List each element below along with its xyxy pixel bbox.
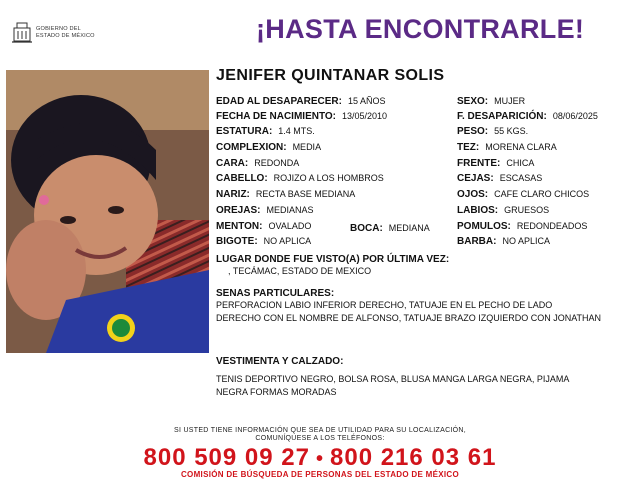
field-tez-label: TEZ: — [457, 142, 480, 153]
field-bigote-label: BIGOTE: — [216, 236, 258, 247]
poster-title: ¡HASTA ENCONTRARLE! — [256, 14, 585, 44]
field-fecha-nacimiento — [216, 111, 387, 122]
field-barba-label: BARBA: — [457, 236, 497, 247]
field-pomulos-value: REDONDEADOS — [516, 221, 588, 231]
field-boca-value: MEDIANA — [388, 223, 430, 233]
field-pomulos-label: POMULOS: — [457, 221, 511, 232]
footer-info-line1: SI USTED TIENE INFORMACIÓN QUE SEA DE UTILIDAD PARA SU LOCALIZACIÓN, — [173, 427, 467, 434]
field-peso-value: 55 KGS. — [494, 126, 529, 136]
phone-numbers — [0, 444, 640, 472]
field-boca — [350, 223, 430, 234]
field-tez — [457, 142, 557, 153]
field-frente-value: CHICA — [506, 158, 535, 168]
field-cabello-label: CABELLO: — [216, 173, 268, 184]
footer-organization: COMISIÓN DE BÚSQUEDA DE PERSONAS DEL ESTADO DE MÉXICO — [180, 470, 459, 479]
field-peso-label: PESO: — [457, 126, 489, 137]
field-complexion-value: MEDIA — [292, 142, 322, 152]
footer-info-line2: COMUNÍQUESE A LOS TELÉFONOS: — [255, 435, 385, 442]
field-fecha-desaparicion-value: 08/06/2025 — [552, 111, 598, 121]
field-cabello-value: ROJIZO A LOS HOMBROS — [273, 173, 384, 183]
field-boca-label: BOCA: — [350, 223, 383, 234]
missing-person-photo — [6, 70, 209, 353]
field-bigote — [216, 236, 311, 247]
field-complexion-label: COMPLEXION: — [216, 142, 287, 153]
field-barba-value: NO APLICA — [502, 236, 550, 246]
field-bigote-value: NO APLICA — [263, 236, 312, 246]
phone-number-2[interactable]: 800 216 03 61 — [330, 444, 497, 471]
field-ojos-value: CAFE CLARO CHICOS — [494, 189, 590, 199]
field-cara — [216, 158, 299, 169]
field-labios — [457, 205, 549, 216]
field-estatura — [216, 126, 315, 137]
field-nariz-label: NARIZ: — [216, 189, 250, 200]
senas-label: SENAS PARTICULARES: — [216, 288, 335, 299]
field-frente-label: FRENTE: — [457, 158, 501, 169]
field-fecha-nacimiento-value: 13/05/2010 — [342, 111, 388, 121]
field-edad — [216, 96, 385, 107]
field-nariz-value: RECTA BASE MEDIANA — [255, 189, 356, 199]
field-pomulos — [457, 221, 587, 232]
field-ojos — [457, 189, 589, 200]
field-labios-label: LABIOS: — [457, 205, 499, 216]
lugar-label: LUGAR DONDE FUE VISTO(A) POR ÚLTIMA VEZ: — [216, 254, 450, 265]
field-cejas-label: CEJAS: — [457, 173, 494, 184]
field-cejas-value: ESCASAS — [499, 173, 543, 183]
field-edad-value: 15 AÑOS — [347, 96, 386, 106]
vestimenta-line2: NEGRA FORMAS MORADAS — [216, 387, 337, 397]
field-tez-value: MORENA CLARA — [485, 142, 557, 152]
field-menton-label: MENTON: — [216, 221, 263, 232]
field-cara-label: CARA: — [216, 158, 249, 169]
logo-text-line2: ESTADO DE MÉXICO — [36, 32, 95, 39]
field-complexion — [216, 142, 321, 153]
field-fecha-desaparicion — [457, 111, 598, 122]
field-nariz — [216, 189, 355, 200]
field-cabello — [216, 173, 384, 184]
field-frente — [457, 158, 534, 169]
field-barba — [457, 236, 550, 247]
field-orejas — [216, 205, 313, 216]
field-fecha-nacimiento-label: FECHA DE NACIMIENTO: — [216, 111, 336, 122]
senas-line2: DERECHO CON EL NOMBRE DE ALFONSO, TATUAJE BRAZO IZQUIERDO CON JONATHAN — [216, 313, 602, 323]
field-estatura-label: ESTATURA: — [216, 126, 273, 137]
field-cejas — [457, 173, 542, 184]
vestimenta-label: VESTIMENTA Y CALZADO: — [216, 356, 344, 367]
field-menton-value: OVALADO — [268, 221, 312, 231]
vestimenta-line1: TENIS DEPORTIVO NEGRO, BOLSA ROSA, BLUSA MANGA LARGA NEGRA, PIJAMA — [216, 374, 570, 384]
logo-text — [36, 26, 95, 39]
government-logo — [12, 18, 124, 48]
senas-line1: PERFORACION LABIO INFERIOR DERECHO, TATUAJE EN EL PECHO DE LADO — [216, 300, 553, 310]
field-orejas-value: MEDIANAS — [266, 205, 314, 215]
field-menton — [216, 221, 311, 232]
field-orejas-label: OREJAS: — [216, 205, 261, 216]
phone-separator: • — [315, 448, 324, 470]
phone-number-1[interactable]: 800 509 09 27 — [143, 444, 310, 471]
lugar-value: , TECÁMAC, ESTADO DE MEXICO — [228, 266, 372, 276]
field-sexo-label: SEXO: — [457, 96, 489, 107]
field-ojos-label: OJOS: — [457, 189, 489, 200]
field-sexo — [457, 96, 525, 107]
field-peso — [457, 126, 528, 137]
field-cara-value: REDONDA — [254, 158, 300, 168]
photo-illustration — [6, 70, 209, 353]
state-emblem-icon — [12, 20, 32, 44]
field-edad-label: EDAD AL DESAPARECER: — [216, 96, 342, 107]
field-estatura-value: 1.4 MTS. — [278, 126, 315, 136]
field-sexo-value: MUJER — [494, 96, 526, 106]
logo-text-line1: GOBIERNO DEL — [36, 26, 81, 32]
field-fecha-desaparicion-label: F. DESAPARICIÓN: — [457, 111, 547, 122]
person-name: JENIFER QUINTANAR SOLIS — [216, 67, 445, 84]
field-labios-value: GRUESOS — [504, 205, 550, 215]
